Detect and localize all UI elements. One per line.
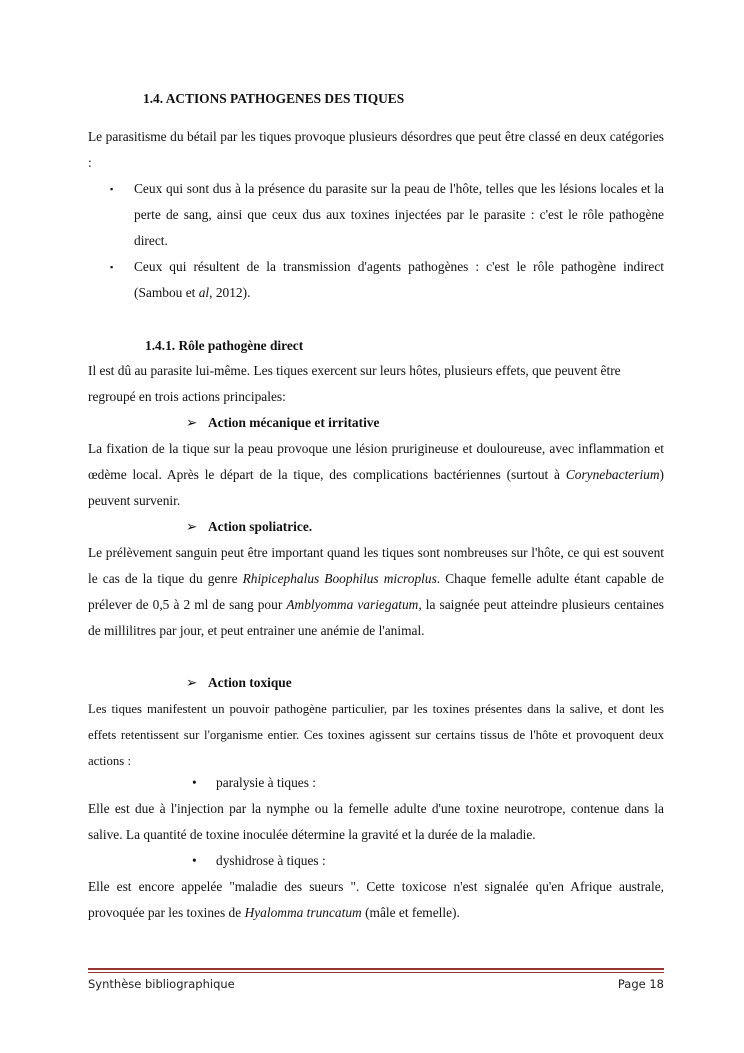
footer-section-label: Synthèse bibliographique — [88, 977, 235, 991]
section-bullet-list — [110, 176, 664, 306]
sub-heading-paralysie: • paralysie à tiques : — [192, 770, 316, 796]
arrow-bullet-icon: ➢ — [186, 415, 198, 430]
sub-heading-dyshidrose: • dyshidrose à tiques : — [192, 848, 326, 874]
action-text-spoliatrice: Le prélèvement sanguin peut être important quand les tiques sont nombreuses sur l'hôte, ce qui est souvent le cas de la tique du genre Rhipicephalus Boophilus microplus. Chaque femelle adulte étant capable de prélever de 0,5 à 2 ml de sang pour Amblyomma variegatum, la saignée peut atteindre plusieurs centaines de millilitres par jour, et peut entrainer une anémie de l'animal. — [88, 545, 665, 638]
footer-rule — [88, 968, 664, 970]
subsection-heading: 1.4.1. Rôle pathogène direct — [145, 338, 304, 353]
square-bullet-icon: ▪ — [110, 262, 114, 272]
subsection-intro: Il est dû au parasite lui-même. Les tiques exercent sur leurs hôtes, plusieurs effets, que peuvent être regroupé en trois actions principales: — [88, 363, 621, 404]
bullet-text-direct: Ceux qui sont dus à la présence du parasite sur la peau de l'hôte, telles que les lésions locales et la perte de sang, ainsi que ceux dus aux toxines injectées par le parasite : c'est le rôle pathogène direct. — [134, 181, 664, 248]
sub-text-paralysie: Elle est due à l'injection par la nymphe ou la femelle adulte d'une toxine neurotrope, contenue dans la salive. La quantité de toxine inoculée détermine la gravité et la durée de la maladie. — [88, 801, 664, 842]
arrow-bullet-icon: ➢ — [186, 675, 198, 690]
dot-bullet-icon: • — [192, 775, 197, 790]
section-heading: 1.4. ACTIONS PATHOGENES DES TIQUES — [143, 91, 405, 106]
action-text-mecanique: La fixation de la tique sur la peau provoque une lésion prurigineuse et douloureuse, avec inflammation et œdème local. Après le départ de la tique, des complications bactériennes (surtout à Corynebacterium) peuvent survenir. — [88, 441, 664, 508]
list-item — [110, 254, 664, 306]
footer-rule-thin — [88, 972, 664, 973]
page-number: Page 18 — [617, 977, 664, 991]
list-item — [110, 176, 664, 254]
action-text-toxique: Les tiques manifestent un pouvoir pathogène particulier, par les toxines présentes dans la salive, et dont les effets retentissent sur l'organisme entier. Ces toxines agissent sur certains tissus de l'hôte et provoquent deux actions : — [88, 702, 664, 768]
sub-text-dyshidrose: Elle est encore appelée "maladie des sueurs ". Cette toxicose n'est signalée qu'en Afrique australe, provoquée par les toxines de Hyalomma truncatum (mâle et femelle). — [88, 879, 664, 920]
action-heading-mecanique: ➢ Action mécanique et irritative — [186, 410, 379, 436]
action-heading-toxique: ➢ Action toxique — [186, 670, 292, 696]
square-bullet-icon: ▪ — [110, 184, 114, 194]
bullet-text-indirect: Ceux qui résultent de la transmission d'agents pathogènes : c'est le rôle pathogène indirect (Sambou et al, 2012). — [134, 259, 664, 300]
dot-bullet-icon: • — [192, 853, 197, 868]
arrow-bullet-icon: ➢ — [186, 519, 198, 534]
section-intro: Le parasitisme du bétail par les tiques provoque plusieurs désordres que peut être classé en deux catégories : — [88, 129, 664, 170]
action-heading-spoliatrice: ➢ Action spoliatrice. — [186, 514, 312, 540]
